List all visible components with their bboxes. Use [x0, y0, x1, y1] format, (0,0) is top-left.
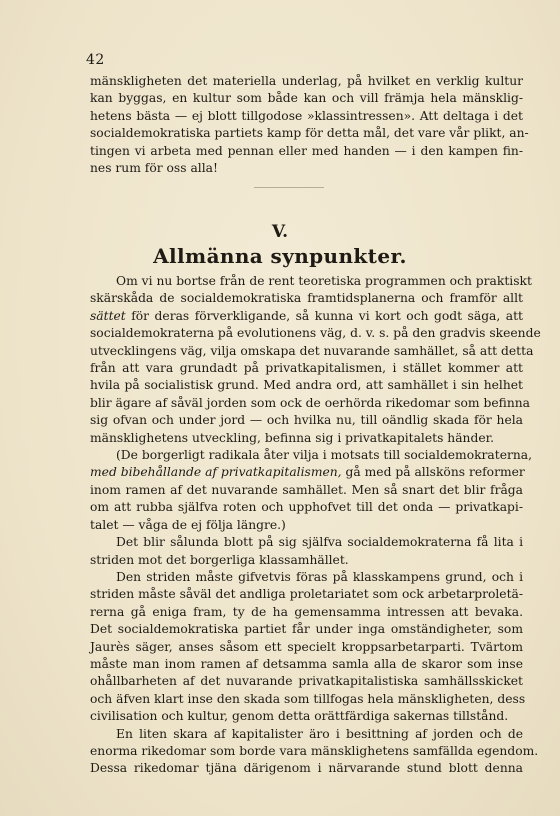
text-line: En liten skara af kapitalister äro i besittning af jorden och de: [116, 726, 523, 741]
text-line: om att rubba själfva roten och upphofvet till det onda — privatkapi-: [90, 500, 523, 515]
text-line: från att vara grundadt på privatkapitalismen, i stället kommer att: [90, 361, 523, 376]
text-line: sig ofvan och under jord — och hvilka nu, till oändlig skada för hela: [90, 413, 523, 428]
text-line: hetens bästa — ej blott tillgodose »klassintressen». Att deltaga i det: [90, 108, 523, 123]
text-line: talet — våga de ej följa längre.): [90, 517, 286, 532]
text-line-with-italic: [90, 464, 523, 481]
text-line: inom ramen af det nuvarande samhället. Men så snart det blir fråga: [90, 482, 523, 497]
italic-phrase: med bibehållande af privatkapitalismen,: [90, 465, 342, 480]
text-line: mänsklighetens utveckling, befinna sig i privatkapitalets händer.: [90, 430, 495, 445]
italic-word: sättet: [90, 308, 126, 323]
text-line: kan byggas, en kultur som både kan och vill främja hela mänsklig-: [90, 91, 523, 106]
text-line: måste man inom ramen af detsamma samla alla de skaror som inse: [90, 656, 523, 671]
text-line-rest: för deras förverkligande, så kunna vi kort och godt säga, att: [125, 308, 523, 323]
text-line: Jaurès säger, anses såsom ett specielt kroppsarbetarparti. Tvärtom: [90, 639, 523, 654]
text-line: Det socialdemokratiska partiet får under inga omständigheter, som: [90, 622, 523, 637]
text-line-rest: gå med på allsköns reformer: [341, 465, 525, 480]
section-title: Allmänna synpunkter.: [153, 244, 407, 268]
text-line: ohållbarheten af det nuvarande privatkapitalistiska samhällsskicket: [90, 674, 523, 689]
text-line: mänskligheten det materiella underlag, på hvilket en verklig kultur: [90, 74, 523, 88]
text-line: socialdemokraterna på evolutionens väg, d. v. s. på den gradvis skeende: [90, 326, 541, 341]
text-line: Det blir sålunda blott på sig själfva socialdemokraterna få lita i: [116, 535, 523, 550]
text-line: hvila på socialistisk grund. Med andra ord, att samhället i sin helhet: [90, 378, 523, 393]
text-line: striden mot det borgerliga klassamhället.: [90, 552, 349, 567]
text-line: Den striden måste gifvetvis föras på klasskampens grund, och i: [116, 569, 523, 584]
text-line: rerna gå eniga fram, ty de ha gemensamma intressen att bevaka.: [90, 604, 523, 619]
text-line: blir ägare af såväl jorden som ock de oerhörda rikedomar som befinna: [90, 395, 531, 410]
text-line: civilisation och kultur, genom detta orättfärdiga sakernas tillstånd.: [90, 709, 509, 724]
section-divider: [254, 187, 324, 188]
text-line: tingen vi arbeta med pennan eller med handen — i den kampen fin-: [90, 143, 523, 158]
text-line: enorma rikedomar som borde vara mänsklighetens samfällda egendom.: [90, 743, 539, 758]
text-line: (De borgerligt radikala åter vilja i motsats till socialdemokraterna,: [116, 448, 533, 463]
text-line: socialdemokratiska partiets kamp för detta mål, det vare vår plikt, an-: [90, 126, 529, 141]
intro-paragraph: [90, 73, 529, 177]
text-line: skärskåda de socialdemokratiska framtidsplanerna och framför allt: [90, 291, 523, 306]
text-line: utvecklingens väg, vilja omskapa det nuvarande samhället, så att detta: [90, 343, 534, 358]
body-text: [90, 273, 541, 778]
text-line-with-italic: [90, 308, 523, 325]
text-line: Om vi nu bortse från de rent teoretiska programmen och praktiskt: [116, 274, 532, 288]
text-line: nes rum för oss alla!: [90, 161, 218, 176]
text-line: och äfven klart inse den skada som tillfogas hela mänskligheten, dess: [90, 691, 526, 706]
text-line: Dessa rikedomar tjäna därigenom i närvarande stund blott denna: [90, 761, 523, 776]
page-number: 42: [86, 52, 105, 68]
section-number: V.: [271, 222, 289, 242]
text-line: striden måste såväl det andliga proletariatet som ock arbetarproletä-: [90, 587, 523, 602]
